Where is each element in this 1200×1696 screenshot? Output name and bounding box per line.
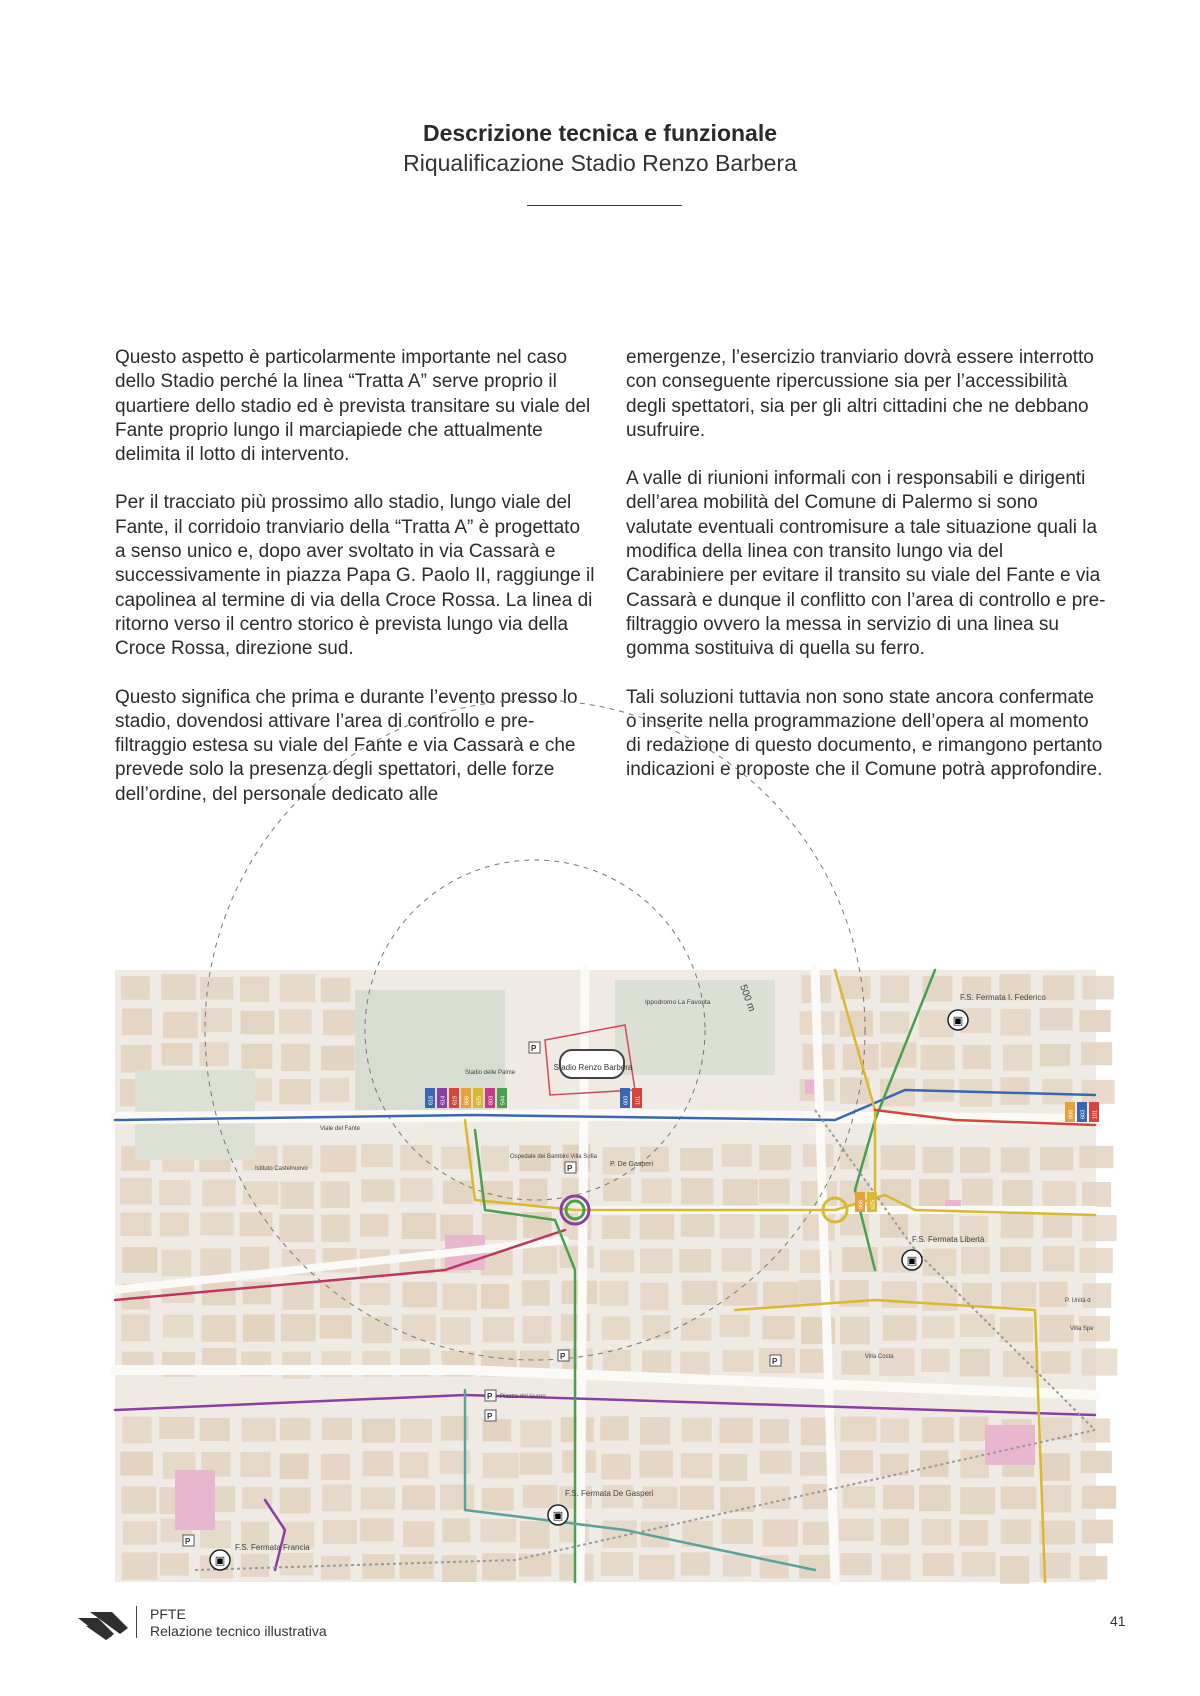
doc-title: Relazione tecnico illustrativa (150, 1623, 327, 1639)
svg-text:614: 614 (440, 1095, 447, 1105)
line-badge (1077, 1102, 1087, 1122)
fermata-liberta-label: F.S. Fermata Libertà (912, 1235, 985, 1244)
footer-divider (136, 1606, 137, 1638)
text-column-right (626, 346, 1106, 807)
line-badge (437, 1088, 447, 1108)
svg-text:619: 619 (452, 1095, 459, 1105)
svg-text:▣: ▣ (906, 1254, 918, 1267)
svg-text:▣: ▣ (952, 1014, 964, 1027)
svg-text:806: 806 (858, 1199, 865, 1209)
line-badge (855, 1192, 865, 1212)
svg-text:603: 603 (1080, 1109, 1087, 1119)
title-divider (527, 205, 682, 206)
paragraph: emergenze, l’esercizio tranviario dovrà essere interrotto con conseguente ripercussione sia per l’accessibilità degli spettatori, sia per gli altri cittadini che ne debbano usufruire. (626, 347, 1094, 441)
svg-text:P: P (567, 1164, 573, 1173)
paragraph: Per il tracciato più prossimo allo stadio, lungo viale del Fante, il corridoio tranviario della “Tratta A” è progettato a senso unico e, dopo aver svoltato in via Cassarà e successivamente in piazza Papa G. Paolo II, raggiunge il capolinea al termine di via della Croce Rossa. La linea di ritorno verso il centro storico è prevista lungo via della Croce Rossa, direzione sud. (115, 492, 595, 660)
stadium-label: Stadio Renzo Barbera (553, 1063, 633, 1072)
line-badge (449, 1088, 459, 1108)
line-badge (1065, 1102, 1075, 1122)
svg-text:603: 603 (623, 1095, 630, 1105)
svg-text:806: 806 (464, 1095, 471, 1105)
svg-text:▣: ▣ (552, 1509, 564, 1522)
svg-text:P: P (487, 1412, 493, 1421)
paragraph: Questo significa che prima e durante l’evento presso lo stadio, dovendosi attivare l’area di controllo e pre-filtraggio estesa su viale del Fante e via Cassarà e che prevede solo la presenza degli spettatori, delle forze dell’ordine, del personale dedicato alle (115, 686, 578, 805)
page-header (0, 118, 1200, 178)
svg-text:544: 544 (500, 1095, 507, 1105)
svg-text:▣: ▣ (214, 1554, 226, 1567)
page-title: Descrizione tecnica e funzionale (422, 120, 778, 146)
svg-text:803: 803 (488, 1095, 495, 1105)
line-badge (497, 1088, 507, 1108)
p-degasperi-label: P. De Gasperi (610, 1161, 654, 1168)
line-badge (1089, 1102, 1099, 1122)
line-badge (620, 1088, 630, 1108)
villa-costa-label: Villa Costa (865, 1354, 894, 1360)
svg-text:806: 806 (1068, 1109, 1075, 1119)
svg-text:P: P (560, 1352, 566, 1361)
piazza-lavoro-label: Piazza del lavoro (500, 1394, 546, 1400)
svg-text:P: P (772, 1357, 778, 1366)
svg-text:P: P (185, 1537, 191, 1546)
radius-label: 500 m (737, 983, 758, 1014)
ippodromo-label: Ippodromo La Favorita (645, 999, 711, 1006)
line-badge (632, 1088, 642, 1108)
svg-text:101: 101 (1092, 1109, 1099, 1119)
transit-map (115, 970, 1099, 1582)
map-green-areas (135, 980, 775, 1160)
footer-text (150, 1606, 327, 1640)
line-badge (461, 1088, 471, 1108)
svg-text:P: P (487, 1392, 493, 1401)
line-badge (473, 1088, 483, 1108)
line-badge (425, 1088, 435, 1108)
viale-fante-label: Viale del Fante (320, 1126, 360, 1132)
line-badge (867, 1192, 877, 1212)
svg-text:625: 625 (476, 1095, 483, 1105)
svg-text:P: P (531, 1044, 537, 1053)
paragraph: A valle di riunioni informali con i responsabili e dirigenti dell’area mobilità del Comune di Palermo si sono valutate eventuali contromisure a tale situazione quali la modifica della linea con transito lungo via del Carabiniere per evitare il transito su viale del Fante e via Cassarà e dunque il conflitto con l’area di controllo e pre-filtraggio ovvero la messa in servizio di una linea su gomma sostituiva di quella su ferro. (626, 468, 1106, 660)
page-subtitle: Riqualificazione Stadio Renzo Barbera (403, 150, 797, 176)
paragraph: Tali soluzioni tuttavia non sono state ancora confermate o inserite nella programmazione dell’opera al momento di redazione di questo documento, e rimangono pertanto indicazioni e proposte che il Comune potrà approfondire. (626, 686, 1103, 781)
fermata-federico-label: F.S. Fermata I. Federico (960, 993, 1046, 1002)
line-badge (485, 1088, 495, 1108)
paragraph: Questo aspetto è particolarmente importante nel caso dello Stadio perché la linea “Tratta A” serve proprio il quartiere dello stadio ed è prevista transitare su viale del Fante proprio lungo il marciapiede che attualmente delimita il lotto di intervento. (115, 347, 591, 466)
company-logo (76, 1606, 132, 1646)
svg-text:101: 101 (635, 1095, 642, 1105)
svg-text:625: 625 (870, 1199, 877, 1209)
doc-code: PFTE (150, 1606, 186, 1622)
p-unita-label: P. Unità d (1065, 1298, 1091, 1304)
istituto-label: Istituto Castelnuovo (255, 1166, 308, 1172)
villa-spe-label: Villa Spe (1070, 1326, 1094, 1332)
text-column-left (115, 346, 595, 831)
stadio-palme-label: Stadio delle Palme (465, 1070, 516, 1076)
ospedale-label: Ospedale dei Bambini Villa Sofia (510, 1154, 597, 1160)
fermata-francia-label: F.S. Fermata Francia (235, 1543, 310, 1552)
page-number: 41 (1110, 1613, 1126, 1629)
fermata-degasperi-label: F.S. Fermata De Gasperi (565, 1489, 654, 1498)
svg-text:618: 618 (428, 1095, 435, 1105)
